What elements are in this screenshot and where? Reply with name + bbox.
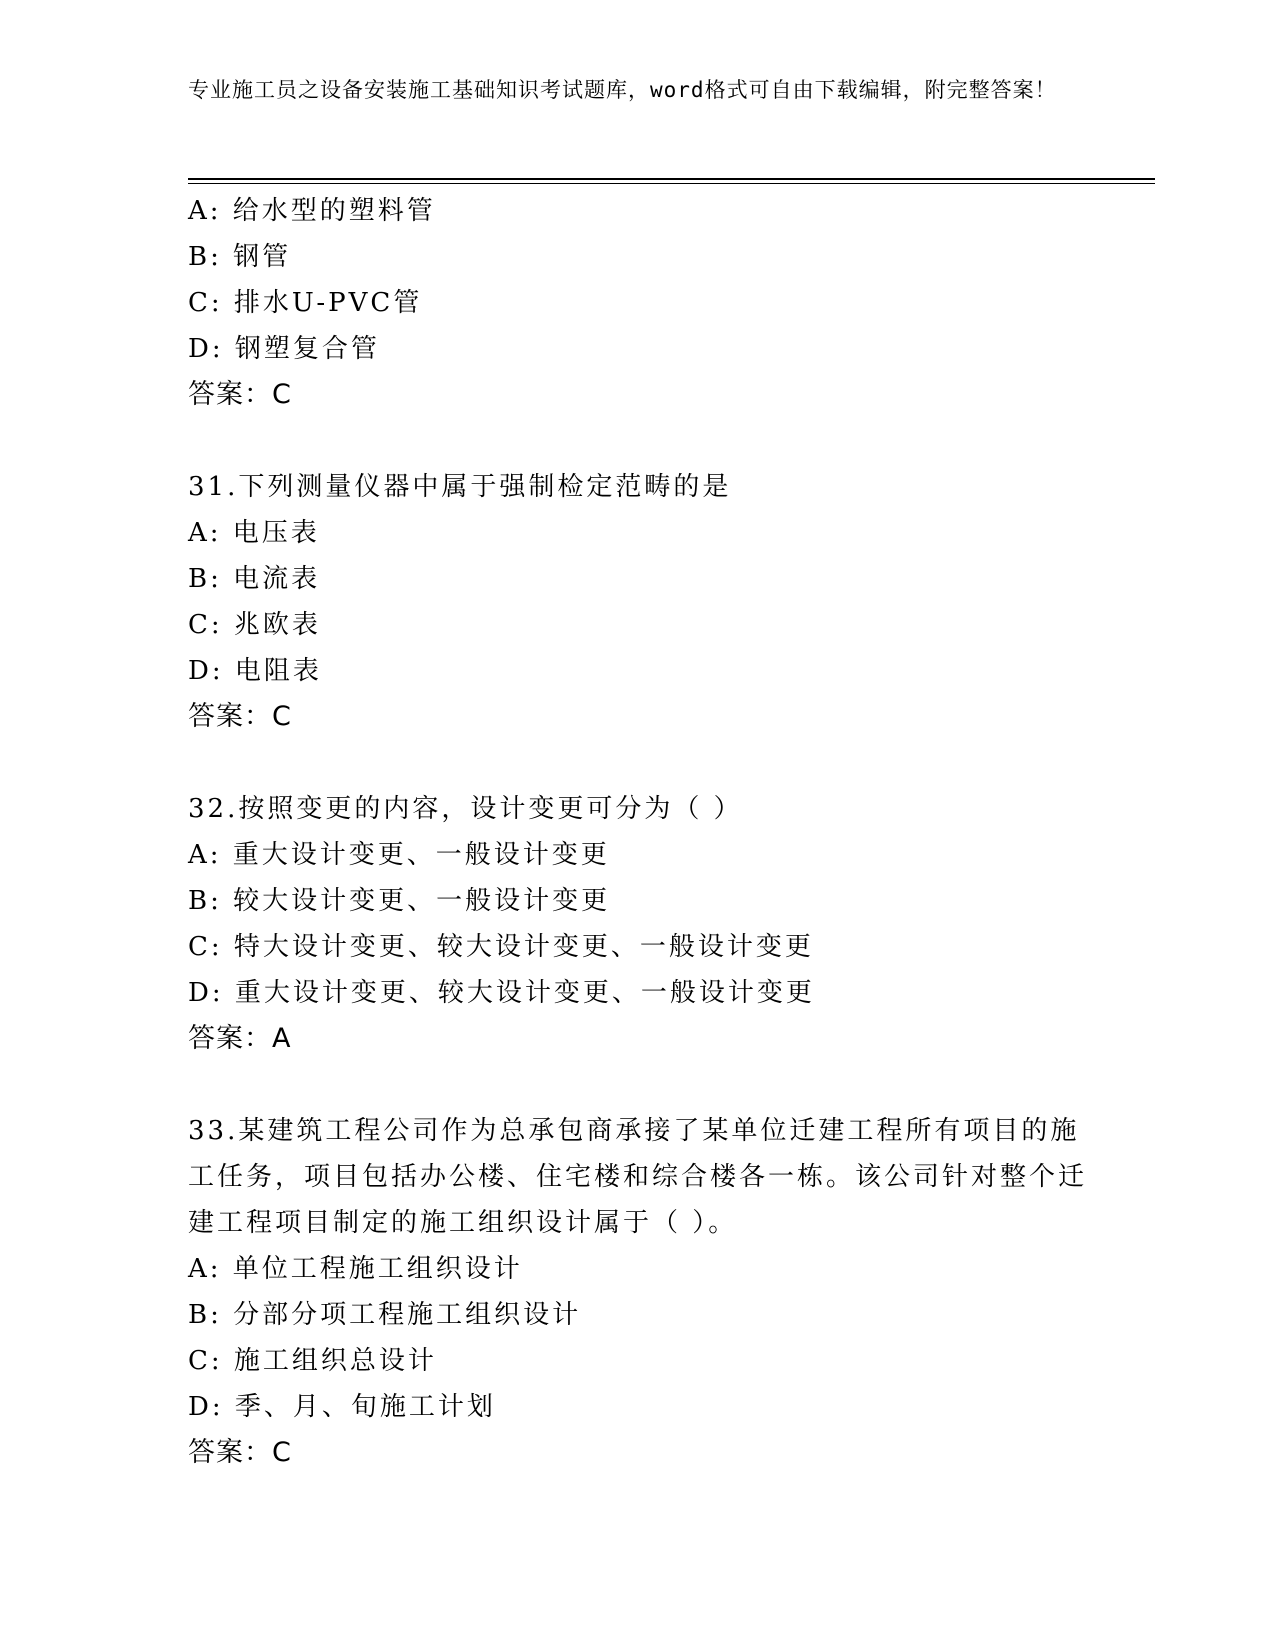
question-block-33 — [188, 1108, 1088, 1476]
option-d: D: 季、月、旬施工计划 — [188, 1392, 496, 1422]
option-b: B: 电流表 — [188, 564, 321, 594]
spacer — [188, 418, 1088, 464]
answer-line: 答案：A — [188, 1023, 292, 1054]
option-b: B: 较大设计变更、一般设计变更 — [188, 886, 611, 916]
option-c: C: 排水U-PVC管 — [188, 288, 423, 318]
question-stem: 33.某建筑工程公司作为总承包商承接了某单位迁建工程所有项目的施工任务，项目包括办公楼、住宅楼和综合楼各一栋。该公司针对整个迁建工程项目制定的施工组织设计属于（ ）。 — [188, 1116, 1088, 1238]
option-b: B: 分部分项工程施工组织设计 — [188, 1300, 582, 1330]
answer-line: 答案：C — [188, 379, 292, 410]
option-a: A: 给水型的塑料管 — [188, 196, 436, 226]
question-content — [188, 188, 1088, 1476]
header-divider-thin — [188, 183, 1155, 184]
question-stem: 31.下列测量仪器中属于强制检定范畴的是 — [188, 472, 732, 502]
option-a: A: 单位工程施工组织设计 — [188, 1254, 523, 1284]
question-stem: 32.按照变更的内容，设计变更可分为（ ） — [188, 794, 743, 824]
answer-line: 答案：C — [188, 701, 292, 732]
option-c: C: 施工组织总设计 — [188, 1346, 437, 1376]
option-d: D: 电阻表 — [188, 656, 322, 686]
option-b: B: 钢管 — [188, 242, 292, 272]
document-header: 专业施工员之设备安装施工基础知识考试题库，word格式可自由下载编辑，附完整答案！ — [188, 78, 1057, 102]
option-a: A: 电压表 — [188, 518, 320, 548]
option-c: C: 特大设计变更、较大设计变更、一般设计变更 — [188, 932, 814, 962]
answer-line: 答案：C — [188, 1437, 292, 1468]
question-block-prev — [188, 188, 1088, 418]
option-d: D: 重大设计变更、较大设计变更、一般设计变更 — [188, 978, 815, 1008]
option-a: A: 重大设计变更、一般设计变更 — [188, 840, 610, 870]
spacer — [188, 1062, 1088, 1108]
option-c: C: 兆欧表 — [188, 610, 321, 640]
question-block-32 — [188, 786, 1088, 1062]
spacer — [188, 740, 1088, 786]
header-divider-thick — [188, 178, 1155, 180]
option-d: D: 钢塑复合管 — [188, 334, 380, 364]
question-block-31 — [188, 464, 1088, 740]
